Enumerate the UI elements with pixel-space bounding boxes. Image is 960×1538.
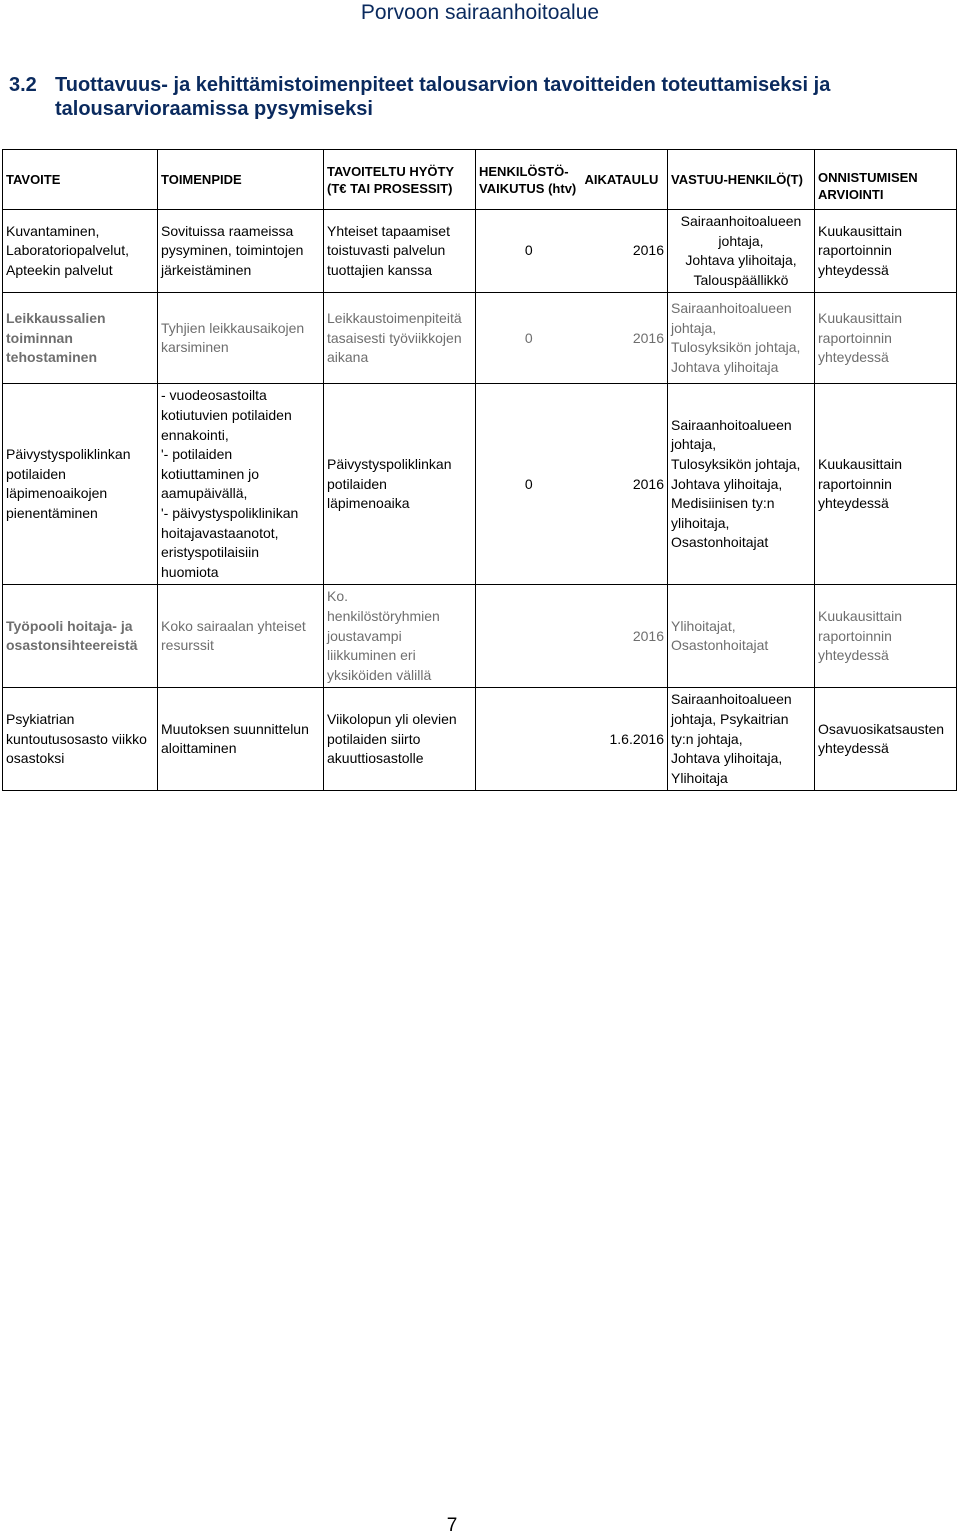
cell-aikataulu: 2016	[582, 210, 668, 293]
cell-aikataulu: 2016	[582, 293, 668, 384]
cell-htv: 0	[476, 210, 582, 293]
cell-tavoite: Kuvantaminen, Laboratoriopalvelut, Apteekin palvelut	[3, 210, 158, 293]
cell-hyoty: Päivystyspoliklinkan potilaiden läpimenoaika	[324, 384, 476, 585]
header-aikataulu: AIKATAULU	[582, 150, 668, 210]
cell-toimenpide: Koko sairaalan yhteiset resurssit	[158, 585, 324, 688]
header-toimenpide: TOIMENPIDE	[158, 150, 324, 210]
page-number: 7	[446, 1515, 458, 1536]
table-row	[3, 293, 957, 384]
cell-hyoty: Yhteiset tapaamiset toistuvasti palvelun tuottajien kanssa	[324, 210, 476, 293]
section-title-line1: Tuottavuus- ja kehittämistoimenpiteet talousarvion tavoitteiden toteuttamiseksi ja	[55, 74, 831, 96]
cell-hyoty: Viikolopun yli olevien potilaiden siirto akuuttiosastolle	[324, 688, 476, 791]
section-heading	[9, 73, 949, 121]
header-hyoty: TAVOITELTU HYÖTY (T€ TAI PROSESSIT)	[324, 150, 476, 210]
measures-table	[2, 149, 957, 791]
cell-tavoite: Leikkaussalien toiminnan tehostaminen	[3, 293, 158, 384]
header-vastuu: VASTUU-HENKILÖ(T)	[668, 150, 815, 210]
cell-hyoty: Leikkaustoimenpiteitä tasaisesti työviikkojen aikana	[324, 293, 476, 384]
header-henkilosto: HENKILÖSTÖ- VAIKUTUS (htv)	[476, 150, 582, 210]
cell-hyoty: Ko. henkilöstöryhmien joustavampi liikkuminen eri yksiköiden välillä	[324, 585, 476, 688]
cell-htv	[476, 688, 582, 791]
table-row	[3, 210, 957, 293]
cell-arviointi: Kuukausittain raportoinnin yhteydessä	[815, 293, 957, 384]
cell-arviointi: Osavuosikatsausten yhteydessä	[815, 688, 957, 791]
section-number: 3.2	[9, 74, 37, 96]
cell-toimenpide: - vuodeosastoilta kotiutuvien potilaiden ennakointi, '- potilaiden kotiuttaminen jo aamupäivällä, '- päivystyspoliklinikan hoitajavastaanotot, eristyspotilaisiin huomiota	[158, 384, 324, 585]
cell-aikataulu: 1.6.2016	[582, 688, 668, 791]
cell-vastuu: Ylihoitajat, Osastonhoitajat	[668, 585, 815, 688]
table-row	[3, 585, 957, 688]
cell-tavoite: Työpooli hoitaja- ja osastonsihteereistä	[3, 585, 158, 688]
cell-arviointi: Kuukausittain raportoinnin yhteydessä	[815, 585, 957, 688]
cell-toimenpide: Tyhjien leikkausaikojen karsiminen	[158, 293, 324, 384]
table-header-row	[3, 150, 957, 210]
cell-vastuu: Sairaanhoitoalueen johtaja, Psykaitrian ty:n johtaja, Johtava ylihoitaja, Ylihoitaja	[668, 688, 815, 791]
cell-tavoite: Päivystyspoliklinkan potilaiden läpimenoaikojen pienentäminen	[3, 384, 158, 585]
cell-aikataulu: 2016	[582, 384, 668, 585]
cell-vastuu: Sairaanhoitoalueen johtaja, Tulosyksikön johtaja, Johtava ylihoitaja, Medisiinisen ty:n ylihoitaja, Osastonhoitajat	[668, 384, 815, 585]
header-arviointi: ONNISTUMISEN ARVIOINTI	[815, 150, 957, 210]
cell-arviointi: Kuukausittain raportoinnin yhteydessä	[815, 384, 957, 585]
table-row	[3, 384, 957, 585]
section-title-line2: talousarvioraamissa pysymiseksi	[55, 98, 373, 120]
cell-htv	[476, 585, 582, 688]
cell-htv: 0	[476, 384, 582, 585]
header-tavoite: TAVOITE	[3, 150, 158, 210]
cell-tavoite: Psykiatrian kuntoutusosasto viikko osastoksi	[3, 688, 158, 791]
cell-toimenpide: Sovituissa raameissa pysyminen, toimintojen järkeistäminen	[158, 210, 324, 293]
cell-toimenpide: Muutoksen suunnittelun aloittaminen	[158, 688, 324, 791]
table-row	[3, 688, 957, 791]
cell-arviointi: Kuukausittain raportoinnin yhteydessä	[815, 210, 957, 293]
cell-vastuu: Sairaanhoitoalueen johtaja, Tulosyksikön johtaja, Johtava ylihoitaja	[668, 293, 815, 384]
cell-aikataulu: 2016	[582, 585, 668, 688]
cell-htv: 0	[476, 293, 582, 384]
cell-vastuu: Sairaanhoitoalueen johtaja, Johtava ylihoitaja, Talouspäällikkö	[668, 210, 815, 293]
organization-title: Porvoon sairaanhoitoalue	[360, 1, 600, 24]
